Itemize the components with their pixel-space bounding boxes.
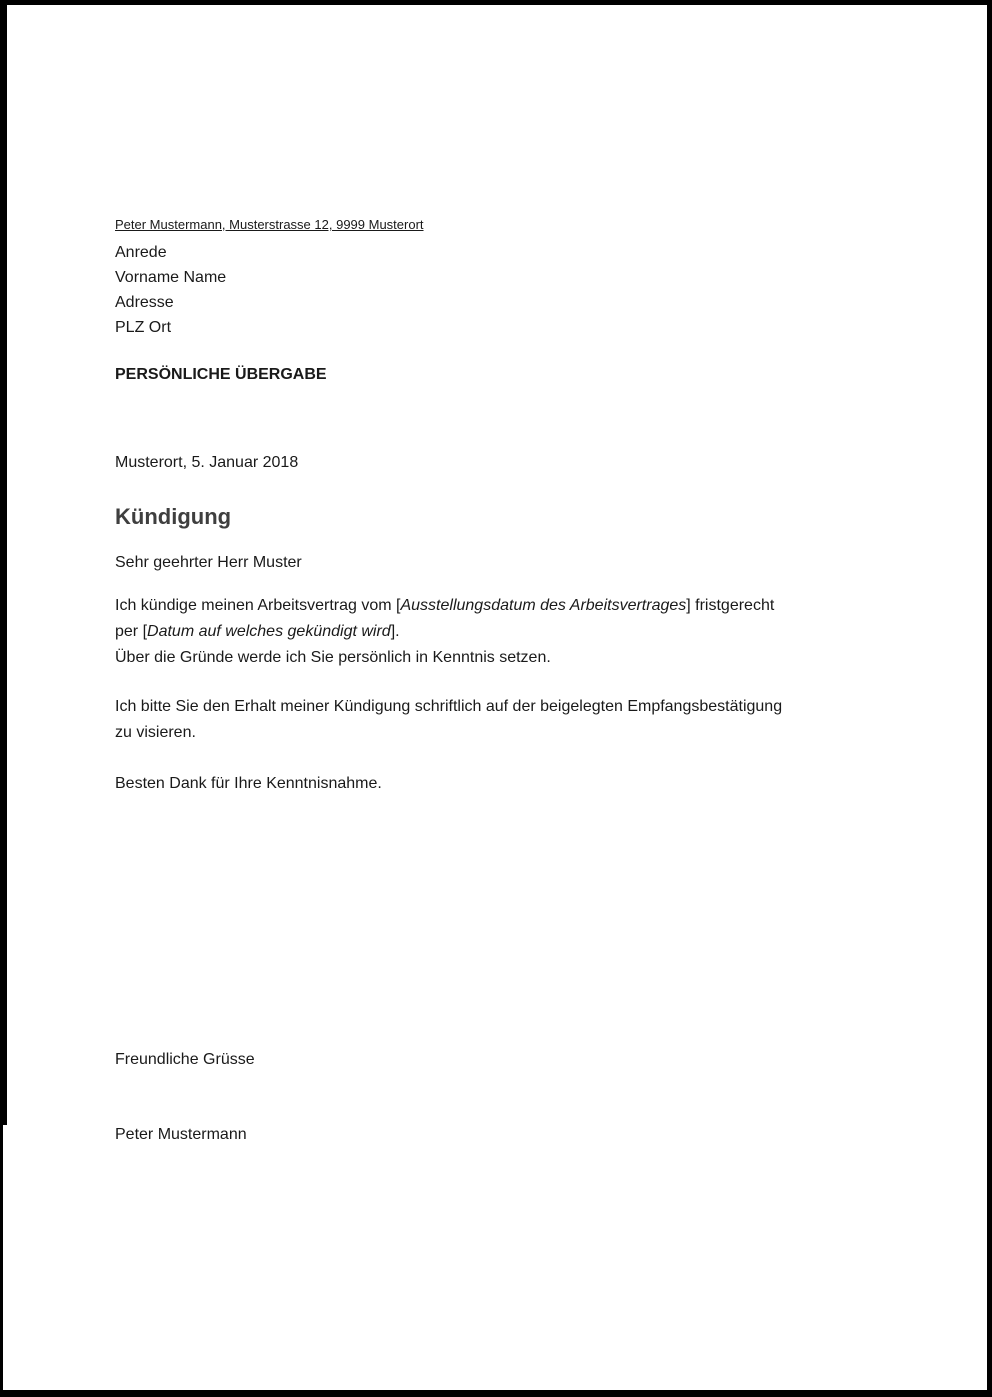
page-border-left-lower: [0, 1125, 3, 1397]
body-text-segment: Ich kündige meinen Arbeitsvertrag vom [: [115, 597, 401, 614]
body-text-segment: Ich bitte Sie den Erhalt meiner Kündigung schriftlich auf der beigelegten Empfangsbestätigung: [115, 698, 783, 715]
page-border-left-upper: [0, 0, 7, 1125]
page-border-right: [987, 0, 992, 1397]
greeting-line: Sehr geehrter Herr Muster: [115, 554, 302, 571]
recipient-address-block: [115, 240, 226, 340]
date-line: Musterort, 5. Januar 2018: [115, 454, 299, 471]
body-text-segment: ] fristgerecht: [686, 597, 775, 614]
body-paragraph-2: [115, 694, 915, 746]
placeholder-contract-issue-date: Ausstellungsdatum des Arbeitsvertrages: [400, 597, 687, 614]
body-text-segment: per [: [115, 623, 148, 640]
recipient-salutation: Anrede: [115, 244, 167, 261]
placeholder-termination-date: Datum auf welches gekündigt wird: [147, 623, 391, 640]
recipient-city: PLZ Ort: [115, 319, 172, 336]
body-text-segment: Über die Gründe werde ich Sie persönlich in Kenntnis setzen.: [115, 649, 551, 666]
page-border-bottom: [0, 1390, 992, 1397]
recipient-name: Vorname Name: [115, 269, 227, 286]
sender-line: Peter Mustermann, Musterstrasse 12, 9999 Musterort: [115, 217, 424, 232]
delivery-note: PERSÖNLICHE ÜBERGABE: [115, 366, 327, 383]
body-paragraph-3: Besten Dank für Ihre Kenntnisnahme.: [115, 775, 382, 792]
body-text-segment: ].: [390, 623, 400, 640]
recipient-street: Adresse: [115, 294, 174, 311]
body-paragraph-1: [115, 593, 915, 671]
subject-heading: Kündigung: [115, 504, 232, 529]
body-text-segment: zu visieren.: [115, 724, 196, 741]
page-border-top: [0, 0, 992, 5]
signature-name: Peter Mustermann: [115, 1126, 247, 1143]
closing-line: Freundliche Grüsse: [115, 1051, 255, 1068]
